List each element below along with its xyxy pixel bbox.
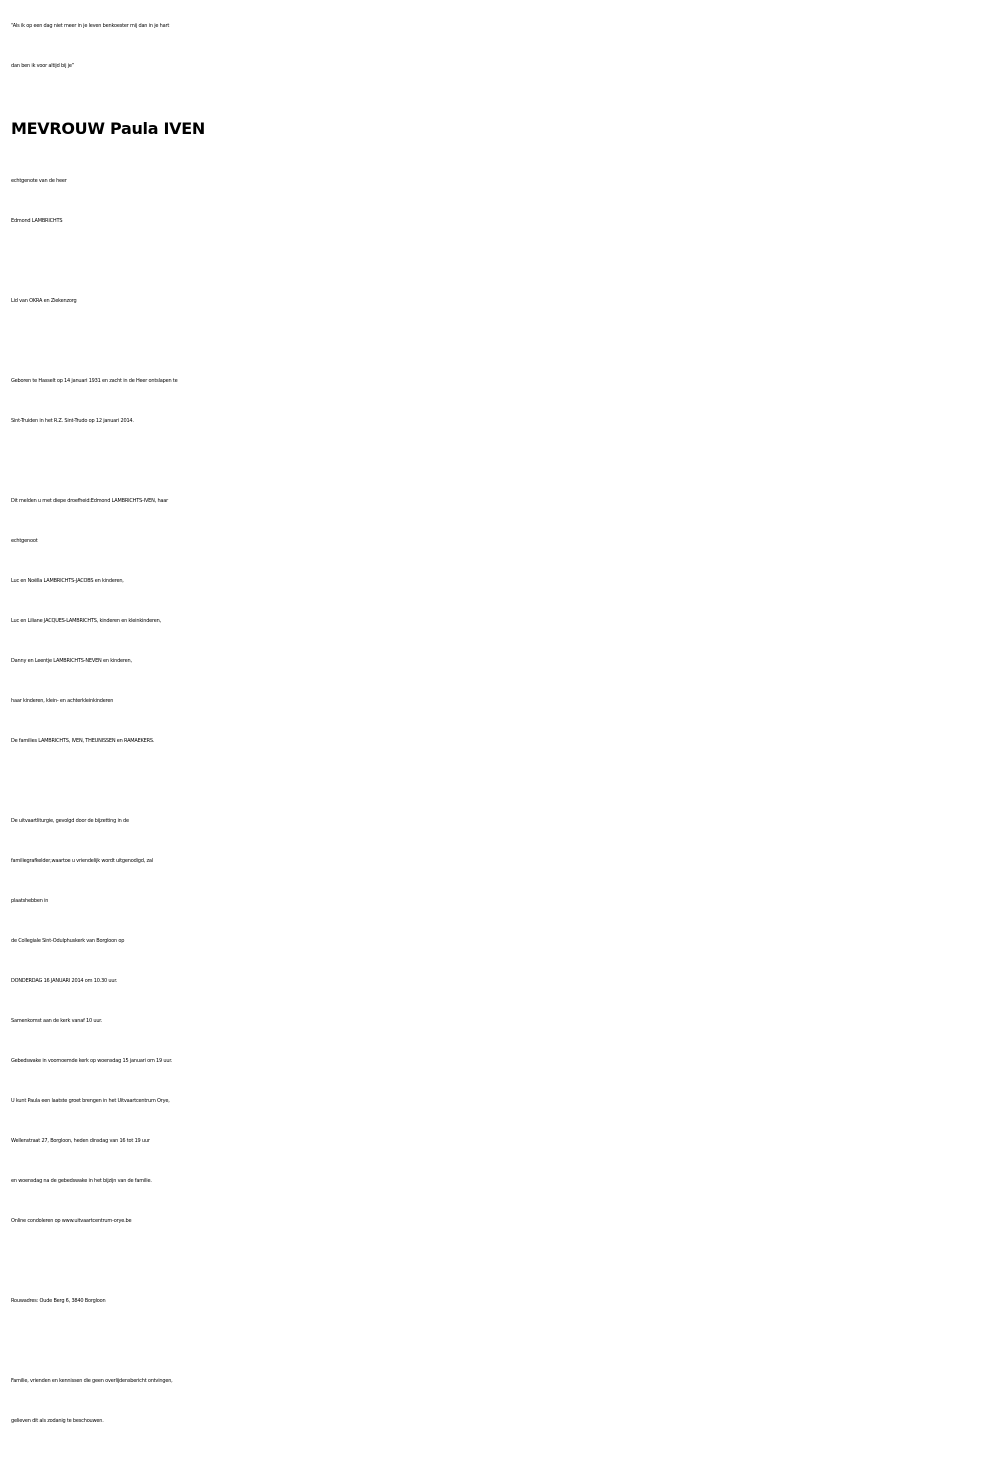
announcer-line: Danny en Leentje LAMBRICHTS-NEVEN en kinderen, [11,658,132,664]
announcer-line: Luc en Noëlla LAMBRICHTS-JACOBS en kinderen, [11,578,124,584]
announcer-line: De families LAMBRICHTS, IVEN, THEUNISSEN en RAMAEKERS. [11,738,155,744]
quote-line: dan ben ik voor altijd bij je” [11,63,75,69]
funeral-details-block [11,801,1000,1241]
spouse-line: Edmond LAMBRICHTS [11,218,63,224]
deceased-name: MEVROUW Paula IVEN [11,119,205,138]
funeral-line: de Collegiale Sint-Odulphuskerk van Borgloon op [11,938,125,944]
announcers-block [11,481,1000,761]
closing-block [11,1361,1000,1441]
birth-death-line: Sint-Truiden in het R.Z. Sint-Trudo op 12 januari 2014. [11,418,134,424]
funeral-line: Gebedswake in voornoemde kerk op woensdag 15 januari om 19 uur. [11,1058,173,1064]
spacer [11,761,1000,801]
announcer-line: haar kinderen, klein- en achterkleinkinderen [11,698,114,704]
birth-death-block [11,361,1000,441]
spouse-line: echtgenote van de heer [11,178,67,184]
announcer-line: Dit melden u met diepe droefheid:Edmond LAMBRICHTS-IVEN, haar [11,498,168,504]
spouse-block [11,161,1000,241]
funeral-line: en woensdag na de gebedswake in het bijzijn van de familie. [11,1178,152,1184]
quote-line: “Als ik op een dag niet meer in je leven benkoester mij dan in je hart [11,23,170,29]
announcer-line: echtgenoot [11,538,38,544]
funeral-line: Samenkomst aan de kerk vanaf 10 uur. [11,1018,103,1024]
announcer-line: Luc en Liliane JACQUES-LAMBRICHTS, kinderen en kleinkinderen, [11,618,162,624]
funeral-line: plaatshebben in [11,898,49,904]
spacer [11,1321,1000,1361]
spacer [11,441,1000,481]
mourning-address: Rouwadres: Oude Berg 6, 3840 Borgloon [11,1298,106,1304]
funeral-line: DONDERDAG 16 JANUARI 2014 om 10.30 uur. [11,978,118,984]
quote-block [11,6,1000,86]
spacer [11,321,1000,361]
online-condolence-line: Online condoleren op www.uitvaartcentrum-orye.be [11,1218,132,1224]
spacer [11,241,1000,281]
closing-line: gelieven dit als zodanig te beschouwen. [11,1418,104,1424]
funeral-line: U kunt Paula een laatste groet brengen in het Uitvaartcentrum Orye, [11,1098,170,1104]
spacer [11,1241,1000,1281]
funeral-line: De uitvaartliturgie, gevolgd door de bijzetting in de [11,818,129,824]
funeral-line: Wellenstraat 27, Borgloon, heden dinsdag van 16 tot 19 uur [11,1138,150,1144]
membership-text: Lid van OKRA en Ziekenzorg [11,298,77,304]
closing-line: Familie, vrienden en kennissen die geen overlijdensbericht ontvingen, [11,1378,173,1384]
funeral-line: familiegrafkelder,waartoe u vriendelijk wordt uitgenodigd, zal [11,858,153,864]
birth-death-line: Geboren te Hasselt op 14 januari 1931 en zacht in de Heer ontslapen te [11,378,178,384]
